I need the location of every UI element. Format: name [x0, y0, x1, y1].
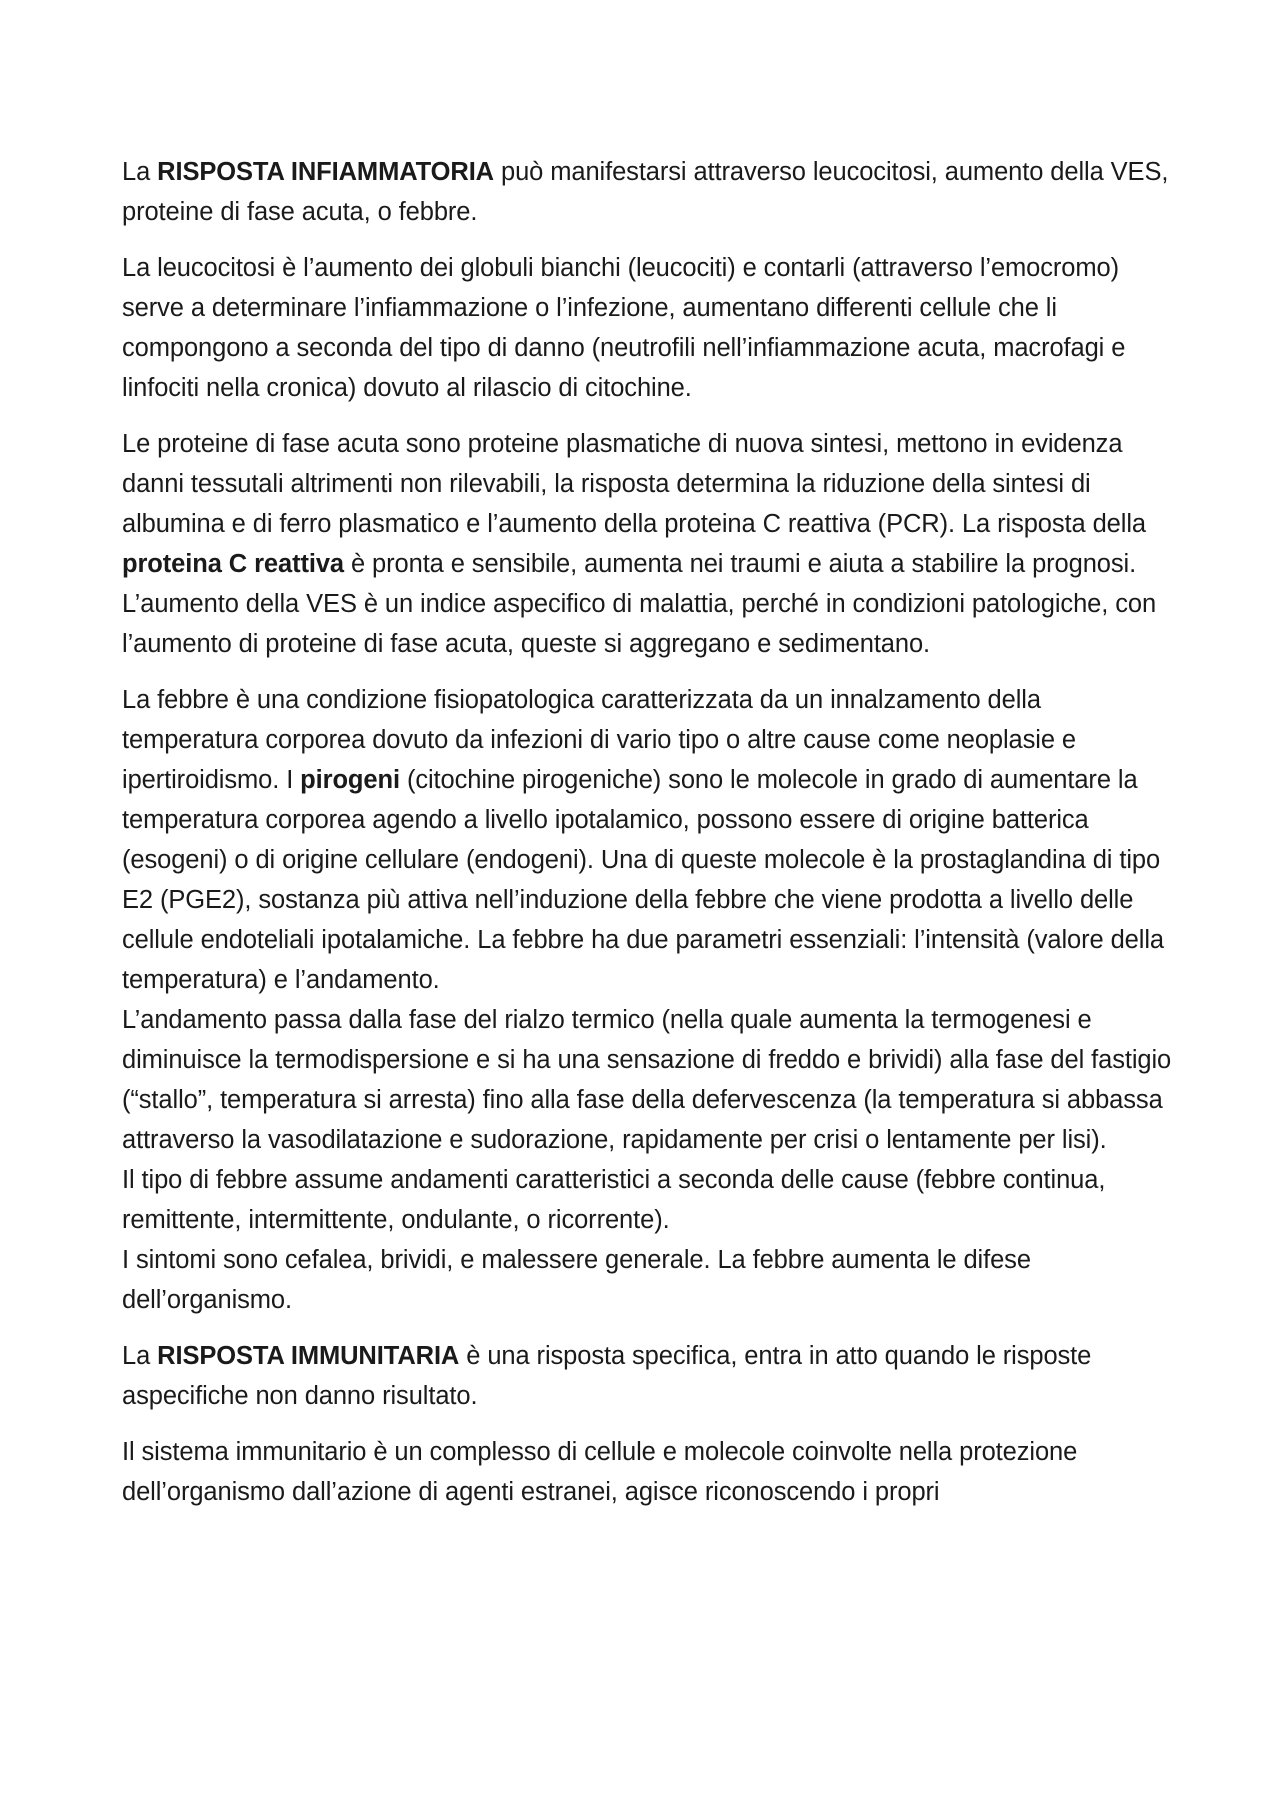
- text: può manifestarsi attraverso leucocitosi, aumento della VES, proteine di fase acuta, o febbre.: [122, 158, 1169, 226]
- paragraph-proteine-fase-acuta: [122, 424, 1172, 584]
- text: La: [122, 1342, 158, 1370]
- text: è pronta e sensibile, aumenta nei traumi e aiuta a stabilire la prognosi.: [344, 550, 1137, 578]
- text: La febbre è una condizione fisiopatologica caratterizzata da un innalzamento della temperatura corporea dovuto da infezioni di vario tipo o altre cause come neoplasie e ipertiroidismo. I: [122, 686, 1076, 794]
- paragraph-sistema-immunitario: Il sistema immunitario è un complesso di cellule e molecole coinvolte nella protezione dell’organismo dall’azione di agenti estranei, agisce riconoscendo i propri: [122, 1438, 1078, 1506]
- text: La: [122, 158, 158, 186]
- bold-term: pirogeni: [300, 766, 400, 794]
- paragraph-andamento: L’andamento passa dalla fase del rialzo termico (nella quale aumenta la termogenesi e diminuisce la termodispersione e si ha una sensazione di freddo e brividi) alla fase del fastigio (“stallo”, temperatura si arresta) fino alla fase della defervescenza (la temperatura si abbassa attraverso la vasodilatazione e sudorazione, rapidamente per crisi o lentamente per lisi).: [122, 1006, 1172, 1154]
- paragraph-sintomi: I sintomi sono cefalea, brividi, e malessere generale. La febbre aumenta le difese dell’organismo.: [122, 1246, 1031, 1314]
- document-body: [122, 152, 1172, 1512]
- text: (citochine pirogeniche) sono le molecole in grado di aumentare la temperatura corporea agendo a livello ipotalamico, possono essere di origine batterica (esogeni) o di origine cellulare (endogeni). Una di queste molecole è la prostaglandina di tipo E2 (PGE2), sostanza più attiva nell’induzione della febbre che viene prodotta a livello delle cellule endoteliali ipotalamiche. La febbre ha due parametri essenziali: l’intensità (valore della temperatura) e l’andamento.: [122, 766, 1164, 994]
- bold-term: RISPOSTA INFIAMMATORIA: [157, 158, 495, 186]
- paragraph-risposta-immunitaria: [122, 1336, 1172, 1416]
- paragraph-tipo-febbre: Il tipo di febbre assume andamenti caratteristici a seconda delle cause (febbre continua, remittente, intermittente, ondulante, o ricorrente).: [122, 1166, 1106, 1234]
- bold-term: RISPOSTA IMMUNITARIA: [157, 1342, 460, 1370]
- paragraph-febbre: [122, 680, 1172, 1000]
- text: Le proteine di fase acuta sono proteine plasmatiche di nuova sintesi, mettono in evidenza danni tessutali altrimenti non rilevabili, la risposta determina la riduzione della sintesi di albumina e di ferro plasmatico e l’aumento della proteina C reattiva (PCR). La risposta della: [122, 430, 1146, 538]
- text: è una risposta specifica, entra in atto quando le risposte aspecifiche non danno risultato.: [122, 1342, 1092, 1410]
- paragraph-risposta-infiammatoria: [122, 152, 1172, 232]
- paragraph-ves: L’aumento della VES è un indice aspecifico di malattia, perché in condizioni patologiche, con l’aumento di proteine di fase acuta, queste si aggregano e sedimentano.: [122, 590, 1157, 658]
- bold-term: proteina C reattiva: [122, 550, 344, 578]
- paragraph-leucocitosi: La leucocitosi è l’aumento dei globuli bianchi (leucociti) e contarli (attraverso l’emocromo) serve a determinare l’infiammazione o l’infezione, aumentano differenti cellule che li compongono a seconda del tipo di danno (neutrofili nell’infiammazione acuta, macrofagi e linfociti nella cronica) dovuto al rilascio di citochine.: [122, 254, 1126, 402]
